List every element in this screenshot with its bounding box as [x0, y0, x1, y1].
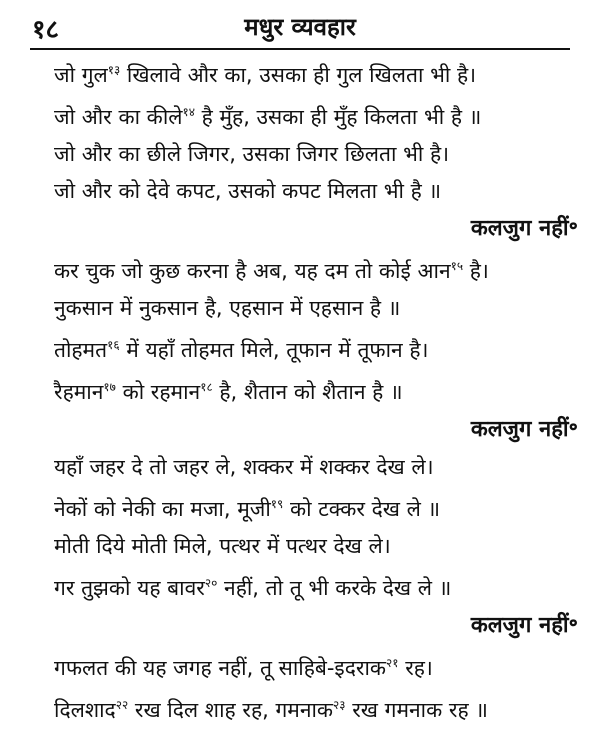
verse-text: है। [463, 259, 489, 283]
footnote-marker: २२ [115, 698, 129, 712]
verse-text: यहाँ जहर दे तो जहर ले, शक्कर में शक्कर देख ले। [54, 455, 434, 479]
footnote-marker: २३ [333, 698, 346, 712]
verse-text: नुकसान में नुकसान है, एहसान में एहसान है ॥ [54, 296, 401, 320]
verse-line [54, 173, 580, 210]
verse-line [54, 248, 580, 290]
footnote-marker: १३ [107, 63, 121, 77]
verse-line [54, 290, 580, 327]
verse-text: गफलत की यह जगह नहीं, तू साहिबे-इदराक [54, 656, 387, 680]
verse-text: को टक्कर देख ले ॥ [283, 497, 441, 521]
verse-text: जो और का छीले जिगर, उसका जिगर छिलता भी है। [54, 142, 450, 166]
verse-line [54, 136, 580, 173]
verse-text: रख गमनाक रह ॥ [345, 698, 488, 722]
verse-text: मोती दिये मोती मिले, पत्थर में पत्थर देख ले। [54, 534, 391, 558]
stanza [54, 248, 580, 411]
verse-line [54, 687, 580, 729]
verse-text: तोहमत [54, 338, 108, 362]
verse-text: में यहाँ तोहमत मिले, तूफान में तूफान है। [119, 338, 429, 362]
verse-text: कर चुक जो कुछ करना है अब, यह दम तो कोई आन [54, 259, 451, 283]
verse-line [54, 94, 580, 136]
stanza [54, 645, 580, 729]
verse-line [54, 369, 580, 411]
footnote-marker: २० [204, 576, 218, 590]
refrain-line: कलजुग नहीं॰ [470, 216, 578, 241]
footnote-marker: १९ [270, 497, 284, 511]
verse-text: है, शैतान को शैतान है ॥ [212, 380, 403, 404]
verse-text: है मुँह, उसका ही मुँह किलता भी है ॥ [194, 105, 482, 129]
verse-text: रह। [398, 656, 433, 680]
verse-text: को रहमान [115, 380, 201, 404]
page-title: मधुर व्यवहार [244, 13, 356, 41]
verse-line [54, 327, 580, 369]
verse-text: गर तुझको यह बावर [54, 576, 205, 600]
stanza [54, 52, 580, 210]
verse-text: जो गुल [54, 63, 108, 87]
verse-text: रख दिल शाह रह, गमनाक [128, 698, 334, 722]
verse-text: रैहमान [54, 380, 104, 404]
footnote-marker: २१ [386, 656, 399, 670]
verse-line [54, 528, 580, 565]
verse-line [54, 486, 580, 528]
poem-body [54, 52, 580, 729]
verse-text: जो और का कीले [54, 105, 183, 129]
verse-line [54, 52, 580, 94]
footnote-marker: १४ [182, 105, 195, 119]
verse-text: खिलावे और का, उसका ही गुल खिलता भी है। [120, 63, 477, 87]
refrain-line: कलजुग नहीं॰ [470, 613, 578, 638]
verse-text: जो और को देवे कपट, उसको कपट मिलता भी है ॥ [54, 179, 442, 203]
footnote-marker: १६ [107, 338, 120, 352]
verse-text: नेकों को नेकी का मजा, मूजी [54, 497, 271, 521]
verse-text: दिलशाद [54, 698, 116, 722]
page-header [30, 6, 570, 50]
stanza [54, 449, 580, 607]
footnote-marker: १५ [450, 259, 464, 273]
footnote-marker: १८ [200, 380, 213, 394]
verse-line [54, 449, 580, 486]
refrain-line: कलजुग नहीं॰ [470, 417, 578, 442]
page-number: १८ [32, 15, 60, 45]
verse-text: नहीं, तो तू भी करके देख ले ॥ [217, 576, 452, 600]
footnote-marker: १७ [103, 380, 116, 394]
verse-line [54, 565, 580, 607]
verse-line [54, 645, 580, 687]
